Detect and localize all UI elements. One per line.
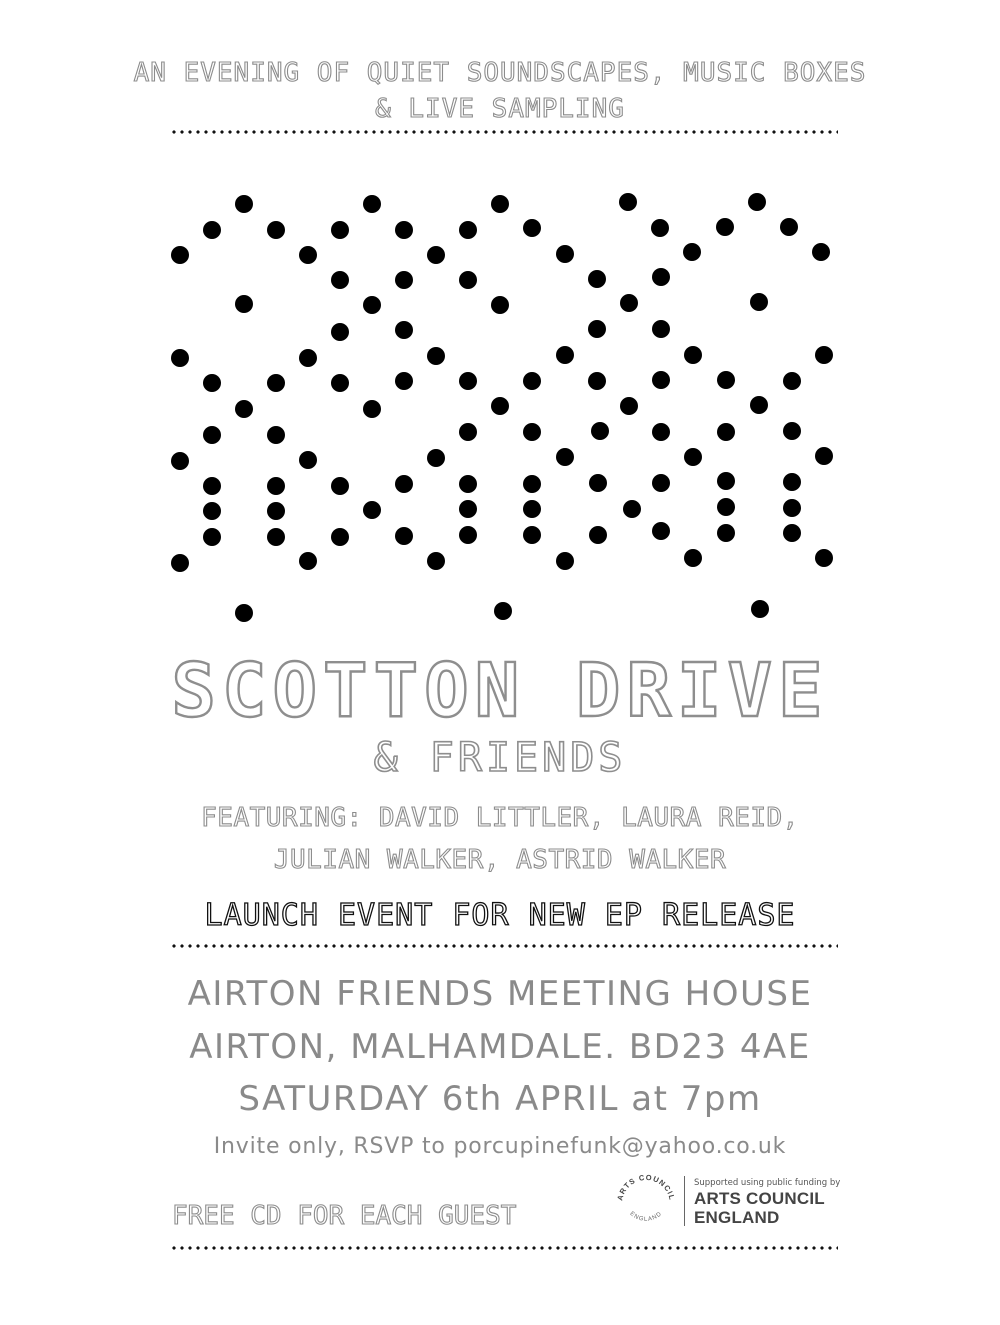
art-dot	[203, 477, 221, 495]
art-dot	[427, 449, 445, 467]
art-dot	[363, 501, 381, 519]
art-dot	[235, 295, 253, 313]
art-dot	[652, 320, 670, 338]
art-dot	[267, 221, 285, 239]
funding-support-text: Supported using public funding by	[694, 1178, 841, 1188]
art-dot	[267, 528, 285, 546]
arts-council-name-line-1: ARTS COUNCIL	[694, 1189, 825, 1208]
art-dot	[589, 526, 607, 544]
art-dot	[331, 528, 349, 546]
art-dot	[363, 296, 381, 314]
art-dot	[652, 371, 670, 389]
seal-bottom-text: ENGLAND	[628, 1210, 664, 1223]
art-dot	[459, 475, 477, 493]
art-dot	[783, 372, 801, 390]
band-name-title: SCOTTON DRIVE	[171, 648, 829, 734]
art-dot	[427, 552, 445, 570]
featuring-line-2: JULIAN WALKER, ASTRID WALKER	[273, 845, 727, 875]
art-dot	[331, 477, 349, 495]
art-dot	[623, 500, 641, 518]
art-dot	[299, 246, 317, 264]
art-dot	[589, 474, 607, 492]
art-dot	[652, 423, 670, 441]
art-dot	[459, 500, 477, 518]
tagline-line-2: & LIVE SAMPLING	[375, 94, 625, 124]
art-dot	[750, 396, 768, 414]
art-dot	[171, 452, 189, 470]
svg-text:ENGLAND	[628, 1211, 663, 1223]
art-dot	[717, 498, 735, 516]
art-dot	[395, 475, 413, 493]
art-dot	[363, 195, 381, 213]
arts-council-logo	[612, 1168, 852, 1238]
art-dot	[556, 552, 574, 570]
art-dot	[523, 500, 541, 518]
art-dot	[523, 372, 541, 390]
art-dot	[267, 426, 285, 444]
art-dot	[235, 400, 253, 418]
art-dot	[652, 522, 670, 540]
art-dot	[459, 372, 477, 390]
art-dot	[363, 400, 381, 418]
art-dot	[588, 320, 606, 338]
art-dot	[620, 294, 638, 312]
art-dot	[494, 602, 512, 620]
art-dot	[523, 423, 541, 441]
art-dot	[299, 451, 317, 469]
band-subtitle: & FRIENDS	[373, 735, 627, 781]
art-dot	[395, 321, 413, 339]
event-date-time: SATURDAY 6th APRIL at 7pm	[238, 1079, 762, 1119]
art-dot	[556, 245, 574, 263]
art-dot	[171, 246, 189, 264]
art-dot	[203, 426, 221, 444]
art-dot	[783, 422, 801, 440]
art-dot	[815, 549, 833, 567]
art-dot	[523, 219, 541, 237]
art-dot	[459, 526, 477, 544]
art-dot	[459, 221, 477, 239]
art-dot	[395, 372, 413, 390]
art-dot	[783, 499, 801, 517]
art-dot	[717, 371, 735, 389]
art-dot	[395, 527, 413, 545]
art-dot	[427, 246, 445, 264]
art-dot	[815, 447, 833, 465]
tagline-line-1: AN EVENING OF QUIET SOUNDSCAPES, MUSIC BOXES	[133, 58, 867, 88]
art-dot	[717, 423, 735, 441]
arts-council-name-line-2: ENGLAND	[694, 1208, 780, 1227]
art-dot	[717, 524, 735, 542]
art-dot	[588, 270, 606, 288]
dotted-divider-bottom	[170, 1246, 838, 1250]
art-dot	[783, 524, 801, 542]
art-dot	[684, 549, 702, 567]
art-dot	[395, 221, 413, 239]
seal-top-text: ARTS COUNCIL	[615, 1172, 677, 1202]
art-dot	[652, 474, 670, 492]
launch-event-heading: LAUNCH EVENT FOR NEW EP RELEASE	[204, 898, 796, 933]
venue-name: AIRTON FRIENDS MEETING HOUSE	[187, 974, 813, 1014]
logo-divider	[684, 1176, 685, 1226]
art-dot	[815, 346, 833, 364]
art-dot	[267, 477, 285, 495]
art-dot	[203, 502, 221, 520]
art-dot	[427, 347, 445, 365]
art-dot	[203, 221, 221, 239]
art-dot	[299, 552, 317, 570]
venue-address: AIRTON, MALHAMDALE. BD23 4AE	[189, 1027, 811, 1067]
art-dot	[556, 346, 574, 364]
art-dot	[171, 554, 189, 572]
art-dot	[395, 271, 413, 289]
art-dot	[331, 271, 349, 289]
art-dot	[751, 600, 769, 618]
art-dot	[652, 268, 670, 286]
art-dot	[812, 243, 830, 261]
art-dot	[523, 475, 541, 493]
art-dot	[684, 448, 702, 466]
art-dot	[684, 346, 702, 364]
art-dot	[780, 218, 798, 236]
featuring-line-1: FEATURING: DAVID LITTLER, LAURA REID,	[201, 803, 799, 833]
art-dot	[235, 604, 253, 622]
art-dot	[203, 374, 221, 392]
arts-council-seal-icon	[612, 1168, 680, 1236]
art-dot	[267, 502, 285, 520]
art-dot	[620, 397, 638, 415]
art-dot	[459, 423, 477, 441]
art-dot	[750, 293, 768, 311]
art-dot	[459, 271, 477, 289]
art-dot	[331, 323, 349, 341]
art-dot	[331, 374, 349, 392]
art-dot	[588, 372, 606, 390]
art-dot	[267, 374, 285, 392]
art-dot	[491, 296, 509, 314]
art-dot	[523, 526, 541, 544]
art-dot	[491, 195, 509, 213]
free-cd-note: FREE CD FOR EACH GUEST	[172, 1201, 517, 1231]
art-dot	[783, 473, 801, 491]
art-dot	[651, 219, 669, 237]
art-dot	[591, 422, 609, 440]
svg-text:ARTS COUNCIL	[615, 1173, 677, 1202]
art-dot	[716, 218, 734, 236]
art-dot	[235, 195, 253, 213]
art-dot	[331, 221, 349, 239]
art-dot	[491, 397, 509, 415]
art-dot	[556, 448, 574, 466]
dotted-divider-middle	[170, 944, 838, 948]
art-dot	[683, 243, 701, 261]
art-dot	[171, 349, 189, 367]
art-dot	[748, 193, 766, 211]
art-dot	[203, 528, 221, 546]
art-dot	[619, 193, 637, 211]
dot-pattern-artwork	[0, 0, 1000, 660]
art-dot	[299, 349, 317, 367]
rsvp-text: Invite only, RSVP to porcupinefunk@yahoo.co.uk	[213, 1134, 787, 1159]
art-dot	[717, 472, 735, 490]
